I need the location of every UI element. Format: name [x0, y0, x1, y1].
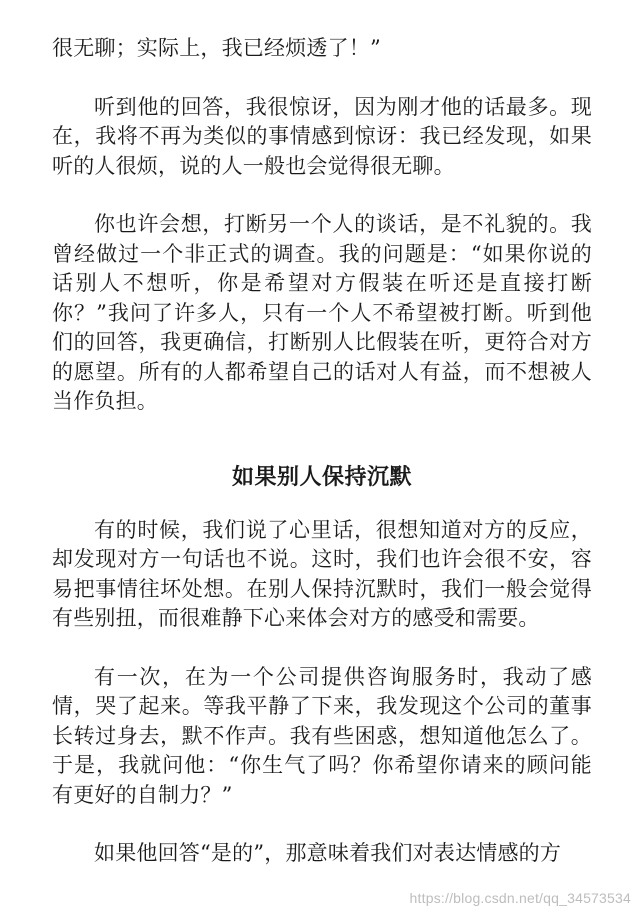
- section-heading: 如果别人保持沉默: [231, 463, 412, 490]
- paragraph: 如果他回答“是的”，那意味着我们对表达情感的方: [94, 841, 562, 865]
- paragraph: 听到他的回答，我很惊讶，因为刚才他的话最多。现在，我将不再为类似的事情感到惊讶：我已经发现，如果听的人很烦，说的人一般也会觉得很无聊。: [52, 94, 592, 178]
- paragraph: 你也许会想，打断另一个人的谈话，是不礼貌的。我曾经做过一个非正式的调查。我的问题是：“如果你说的话别人不想听，你是希望对方假装在听还是直接打断你？”我问了许多人，只有一个人不希望被打断。听到他们的回答，我更确信，打断别人比假装在听，更符合对方的愿望。所有的人都希望自己的话对人有益，而不想被人当作负担。: [52, 212, 592, 413]
- paragraph-continued: 很无聊；实际上，我已经烦透了！”: [52, 36, 381, 60]
- paragraph: 有一次，在为一个公司提供咨询服务时，我动了感情，哭了起来。等我平静了下来，我发现这个公司的董事长转过身去，默不作声。我有些困惑，想知道他怎么了。于是，我就问他：“你生气了吗？你希望你请来的顾问能有更好的自制力？”: [52, 664, 592, 807]
- watermark-text: https://blog.csdn.net/qq_34573534: [409, 890, 631, 906]
- document-page: [52, 34, 592, 898]
- paragraph: 有的时候，我们说了心里话，很想知道对方的反应，却发现对方一句话也不说。这时，我们也许会很不安，容易把事情往坏处想。在别人保持沉默时，我们一般会觉得有些别扭，而很难静下心来体会对方的感受和需要。: [52, 517, 592, 630]
